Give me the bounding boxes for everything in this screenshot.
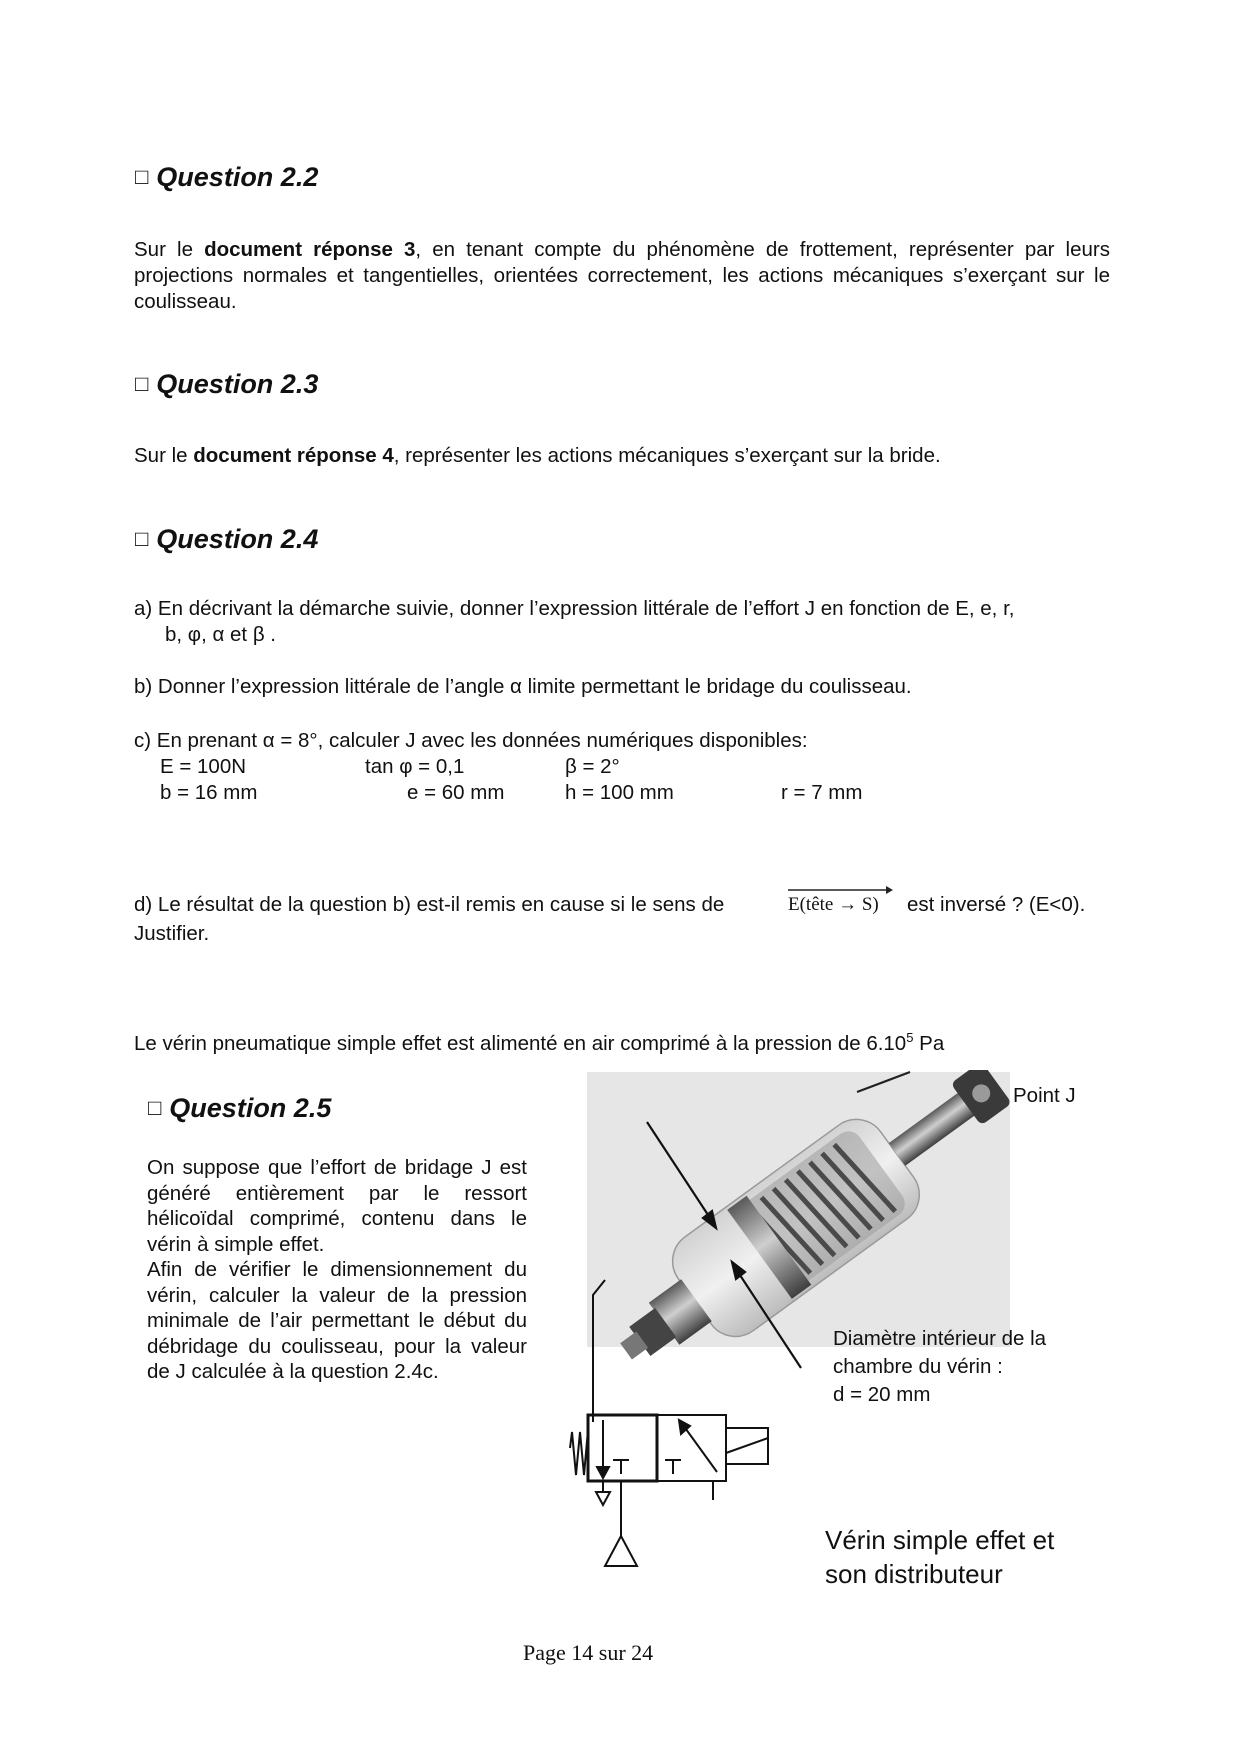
data-h: h = 100 mm (565, 781, 674, 804)
data-e: e = 60 mm (407, 781, 505, 804)
question-2-3-text: Sur le document réponse 4, représenter les actions mécaniques s’exerçant sur la bride. (134, 444, 941, 467)
data-beta: β = 2° (565, 755, 620, 778)
data-tan-phi: tan φ = 0,1 (365, 755, 465, 778)
question-2-4-a-line1: a) En décrivant la démarche suivie, donner l’expression littérale de l’effort J en fonction de E, e, r, (134, 597, 1015, 620)
data-E: E = 100N (160, 755, 247, 778)
question-2-5-title: Question 2.5 (169, 1093, 332, 1123)
data-b: b = 16 mm (160, 781, 258, 804)
question-2-3-title: Question 2.3 (156, 369, 319, 399)
question-2-2-text: Sur le document réponse 3, en tenant compte du phénomène de frottement, représenter par leurs projections normales et tangentielles, orientées correctement, les actions mécaniques s’exerçant sur le coulisseau. (134, 238, 1110, 313)
question-2-4-a-line2: b, φ, α et β . (165, 623, 276, 646)
question-2-4-c: c) En prenant α = 8°, calculer J avec les données numériques disponibles: (134, 729, 808, 752)
question-2-3-heading (135, 369, 318, 400)
checkbox-icon: □ (135, 371, 149, 396)
data-r: r = 7 mm (781, 781, 863, 804)
distributor-valve (570, 1415, 768, 1566)
document-reponse-4: document réponse 4 (193, 444, 394, 467)
vector-E-tete-S: E(tête → S) (786, 884, 894, 920)
question-2-4-b: b) Donner l’expression littérale de l’angle α limite permettant le bridage du coulisseau. (134, 675, 912, 698)
justifier: Justifier. (134, 922, 210, 945)
point-j-label: Point J (1013, 1084, 1076, 1107)
diameter-value: d = 20 mm (833, 1383, 931, 1406)
figure-caption: Vérin simple effet et son distributeur (825, 1525, 1055, 1589)
checkbox-icon: □ (135, 164, 149, 189)
diameter-label-line1: Diamètre intérieur de la (833, 1327, 1047, 1350)
page-number: Page 14 sur 24 (523, 1640, 654, 1665)
question-2-2-heading (135, 162, 318, 193)
diameter-label-line2: chambre du vérin : (833, 1355, 1003, 1378)
question-2-4-title: Question 2.4 (156, 524, 319, 554)
document-reponse-3: document réponse 3 (204, 238, 416, 261)
question-2-4-d: d) Le résultat de la question b) est-il remis en cause si le sens de (134, 893, 725, 916)
question-2-4-heading (135, 524, 318, 555)
question-2-5-text: On suppose que l’effort de bridage J est généré entièrement par le ressort hélicoïdal comprimé, contenu dans le vérin à simple effet. Afin de vérifier le dimensionnement du vérin, calculer la valeur de la pression minimale de l’air permettant le début du débridage du coulisseau, pour la valeur de J calculée à la question 2.4c. (147, 1156, 527, 1383)
checkbox-icon: □ (135, 526, 149, 551)
question-2-5-heading (148, 1093, 331, 1124)
question-2-2-title: Question 2.2 (156, 162, 319, 192)
pressure-statement: Le vérin pneumatique simple effet est alimenté en air comprimé à la pression de 6.10$^5$ Pa (134, 1030, 945, 1055)
question-2-4-d-end: est inversé ? (E<0). (907, 893, 1086, 916)
checkbox-icon: □ (148, 1095, 162, 1120)
